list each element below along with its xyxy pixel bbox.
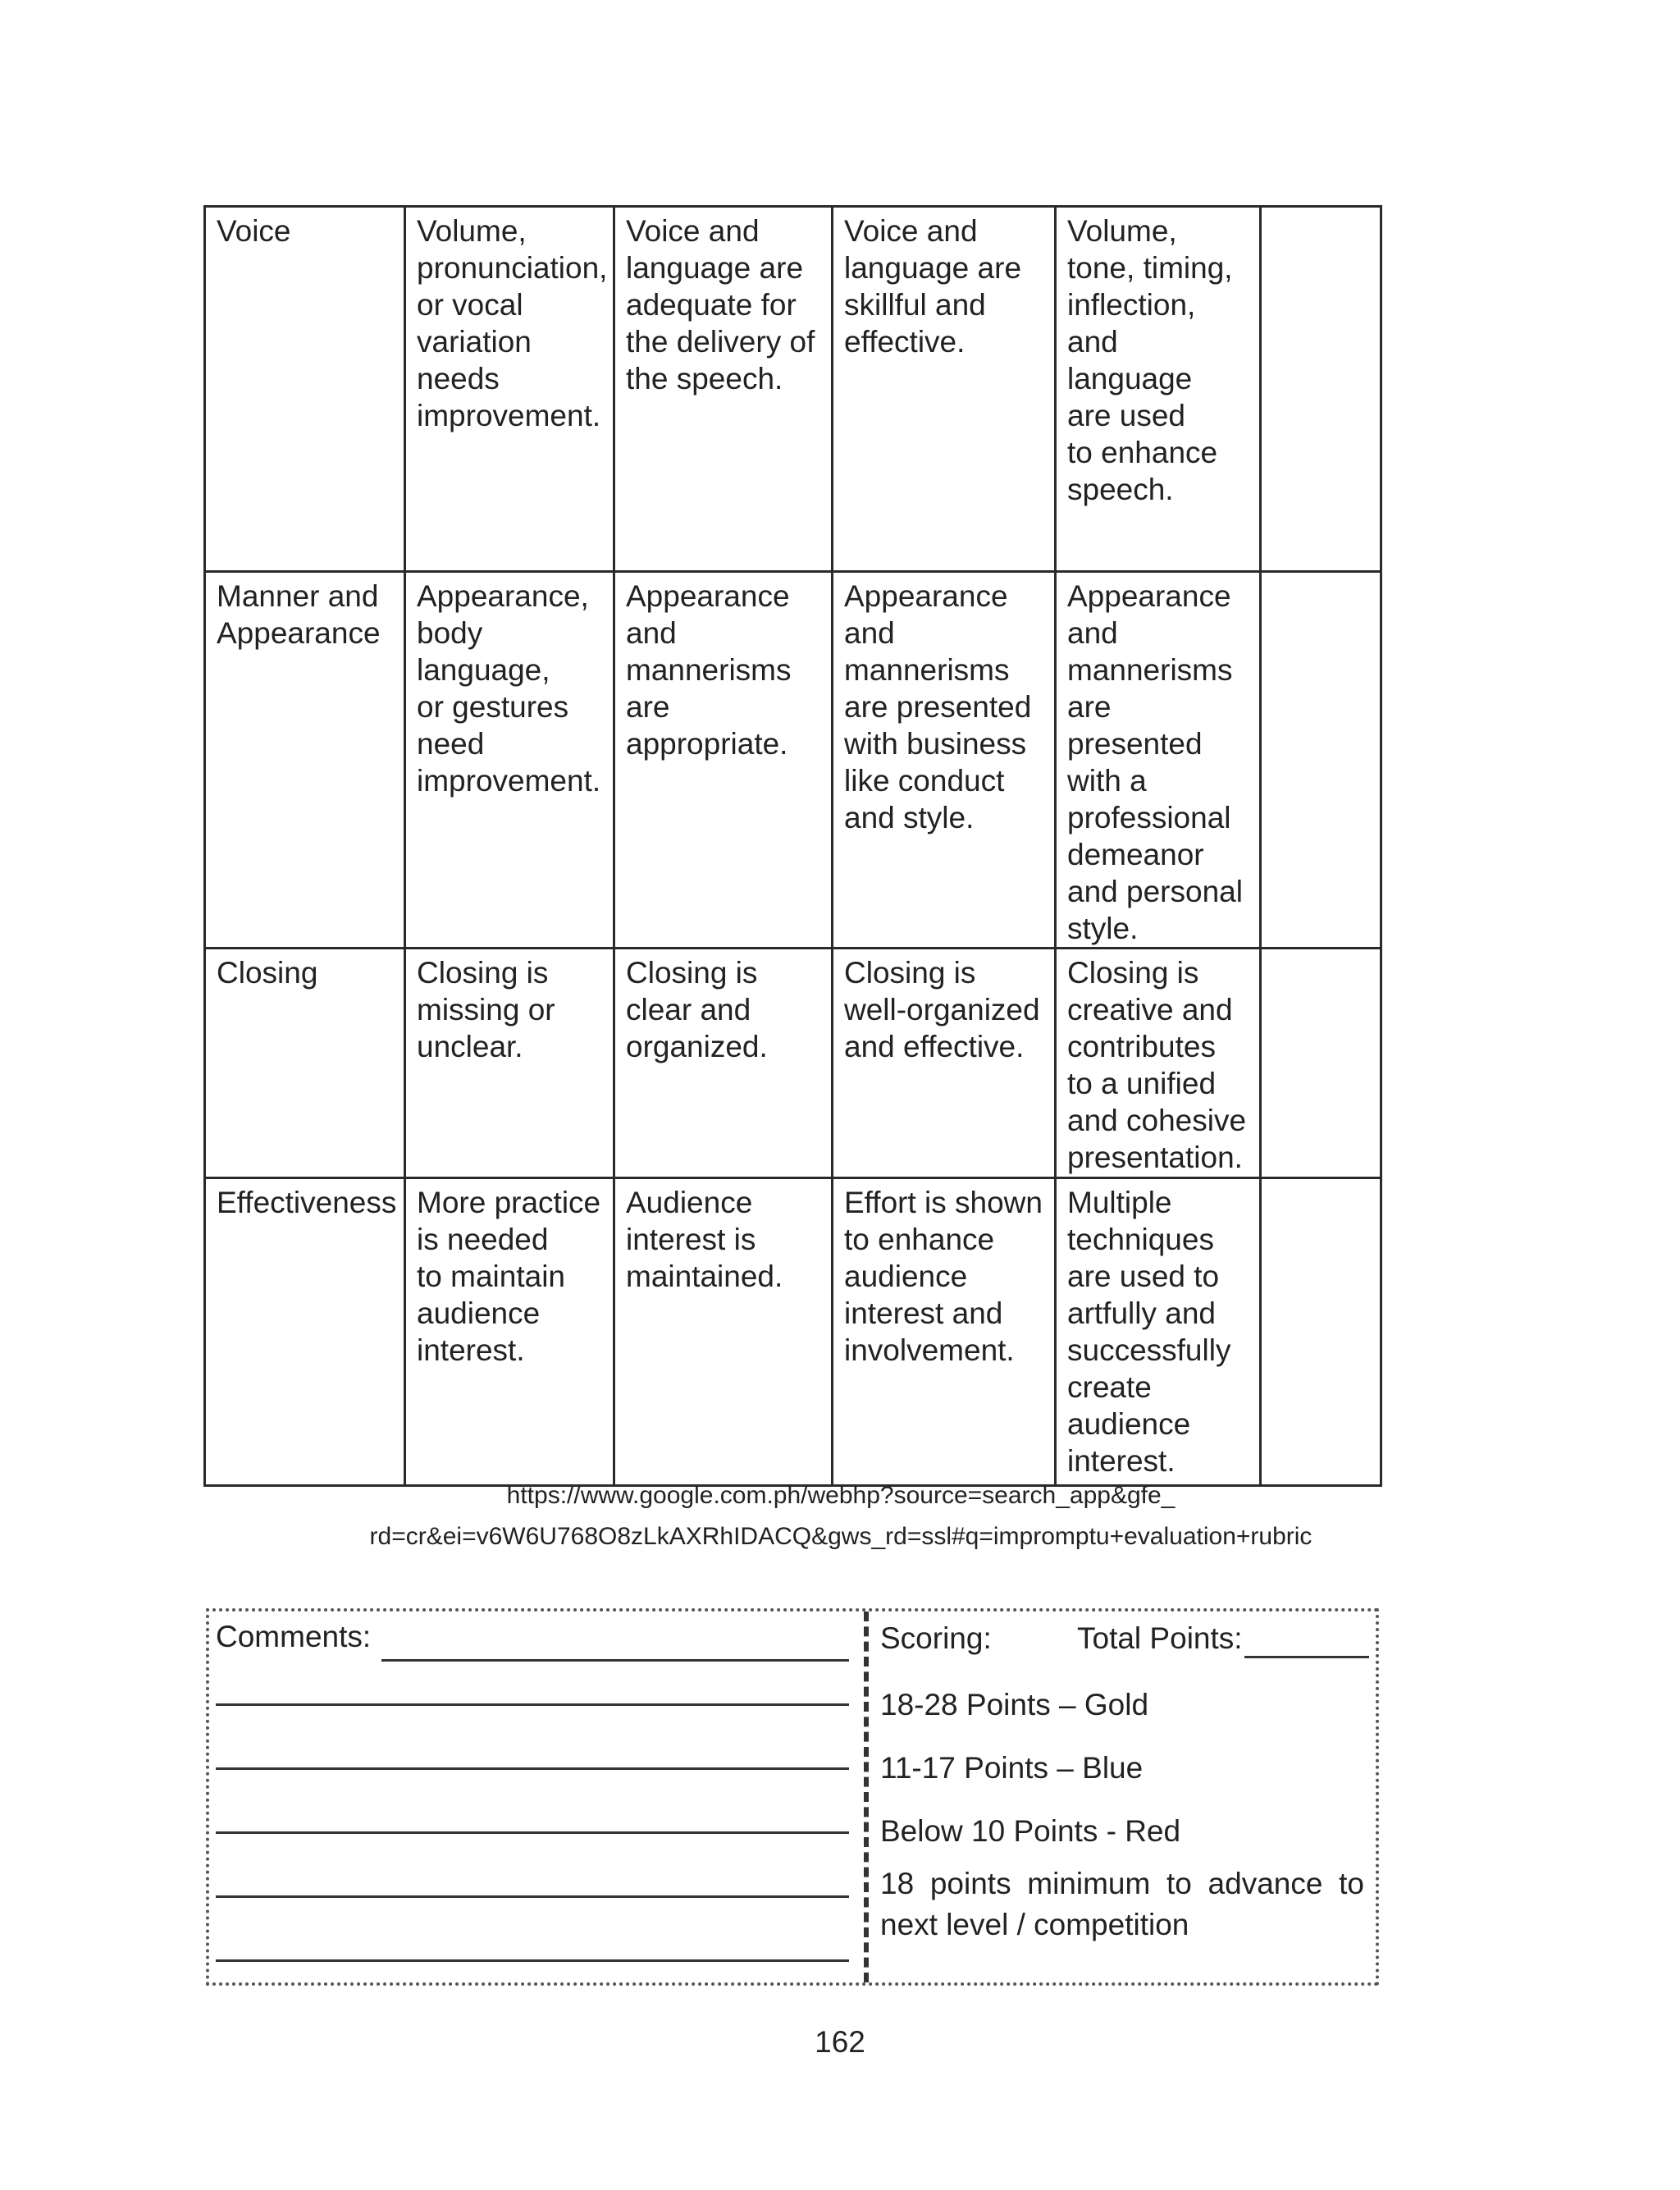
comments-line: [216, 1959, 849, 1962]
total-points-blank: [1244, 1656, 1369, 1658]
scoring-header: [880, 1621, 1364, 1656]
page-number: 162: [815, 2025, 865, 2059]
comments-scoring-box: [206, 1608, 1379, 1986]
comments-line: [216, 1703, 849, 1706]
scoring-level-blue: 11-17 Points – Blue: [880, 1751, 1144, 1785]
criterion-cell: Manner and Appearance: [205, 572, 405, 949]
rubric-row-voice: [205, 207, 1381, 572]
level-cell: More practice is needed to maintain audience interest.: [405, 1178, 614, 1486]
scoring-label: Scoring:: [880, 1621, 992, 1655]
score-cell: [1261, 949, 1381, 1178]
rubric-row-effectiveness: [205, 1178, 1381, 1486]
criterion-cell: Closing: [205, 949, 405, 1178]
score-cell: [1261, 572, 1381, 949]
score-cell: [1261, 207, 1381, 572]
scoring-level-red: Below 10 Points - Red: [880, 1814, 1181, 1848]
box-divider: [864, 1612, 869, 1982]
level-cell: Closing is clear and organized.: [614, 949, 833, 1178]
score-cell: [1261, 1178, 1381, 1486]
comments-line: [216, 1895, 849, 1898]
comments-line: [216, 1767, 849, 1770]
rubric-row-manner: [205, 572, 1381, 949]
rubric-table: [203, 205, 1382, 1487]
level-cell: Appearance and mannerisms are presented with a professional demeanor and personal style.: [1056, 572, 1261, 949]
level-cell: Closing is well-organized and effective.: [833, 949, 1056, 1178]
criterion-cell: Effectiveness: [205, 1178, 405, 1486]
level-cell: Volume, pronunciation, or vocal variation needs improvement.: [405, 207, 614, 572]
level-cell: Closing is missing or unclear.: [405, 949, 614, 1178]
level-cell: Voice and language are skillful and effective.: [833, 207, 1056, 572]
scoring-level-gold: 18-28 Points – Gold: [880, 1688, 1149, 1721]
total-points-label: Total Points:: [1077, 1621, 1243, 1655]
level-cell: Multiple techniques are used to artfully and successfully create audience interest.: [1056, 1178, 1261, 1486]
level-cell: Audience interest is maintained.: [614, 1178, 833, 1486]
level-cell: Effort is shown to enhance audience interest and involvement.: [833, 1178, 1056, 1486]
level-cell: Appearance and mannerisms are presented with business like conduct and style.: [833, 572, 1056, 949]
level-cell: Appearance, body language, or gestures need improvement.: [405, 572, 614, 949]
level-cell: Voice and language are adequate for the delivery of the speech.: [614, 207, 833, 572]
comments-line: [381, 1659, 849, 1662]
scoring-note: 18 points minimum to advance to next level / competition: [880, 1867, 1364, 1941]
comments-line: [216, 1831, 849, 1834]
source-url-line-2[interactable]: rd=cr&ei=v6W6U768O8zLkAXRhIDACQ&gws_rd=ssl#q=impromptu+evaluation+rubric: [369, 1523, 1312, 1550]
criterion-cell: Voice: [205, 207, 405, 572]
rubric-row-closing: [205, 949, 1381, 1178]
comments-label: Comments:: [216, 1620, 372, 1653]
source-url-line-1[interactable]: https://www.google.com.ph/webhp?source=search_app&gfe_: [506, 1482, 1176, 1509]
level-cell: Appearance and mannerisms are appropriate.: [614, 572, 833, 949]
level-cell: Volume, tone, timing, inflection, and language are used to enhance speech.: [1056, 207, 1261, 572]
level-cell: Closing is creative and contributes to a unified and cohesive presentation.: [1056, 949, 1261, 1178]
